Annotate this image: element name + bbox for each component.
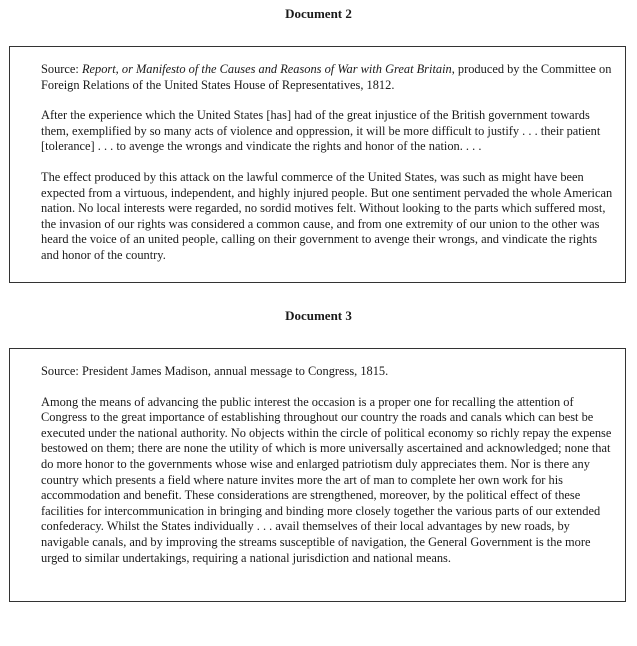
document-3-source: Source: President James Madison, annual message to Congress, 1815. <box>41 364 389 378</box>
document-3-paragraph-1: Among the means of advancing the public interest the occasion is a proper one for recalling the attention of Congress to the great importance of establishing throughout our country the roads and canals which can best be executed under the national authority. No objects within the circle of political economy so richly repay the expense bestowed on them; there are none the utility of which is more universally ascertained and acknowledged; none that do more honor to the governments whose wise and enlarged patriotism duly appreciates them. Nor is there any country which presents a field where nature invites more the art of man to complete her own work for his accommodation and benefit. These considerations are strengthened, moreover, by the political effect of these facilities for intercommunication in bringing and binding more closely together the various parts of our extended confederacy. Whilst the States individually . . . avail themselves of their local advantages by new roads, by navigable canals, and by improving the streams susceptible of navigation, the General Government is the more urged to similar undertakings, requiring a national jurisdiction and national means. <box>41 394 612 565</box>
document-2-paragraph-1: After the experience which the United States [has] had of the great injustice of the British government towards them, exemplified by so many acts of violence and oppression, it will be more difficult to justify . . . their patient [tolerance] . . . to avenge the wrongs and vindicate the rights and honor of the nation. . . . <box>41 108 601 154</box>
document-2-source-prefix: Source: <box>41 62 82 76</box>
document-3-box <box>9 348 626 602</box>
document-2-source-title: Report, or Manifesto of the Causes and Reasons of War with Great Britain <box>81 62 452 76</box>
document-2-title: Document 2 <box>285 6 352 21</box>
document-3-title: Document 3 <box>285 308 352 323</box>
document-2-box <box>9 46 626 283</box>
document-2-source <box>41 62 617 93</box>
document-2-paragraph-2: The effect produced by this attack on the lawful commerce of the United States, was such as might have been expected from a virtuous, independent, and highly injured people. But one sentiment pervaded the whole American nation. No local interests were regarded, no sordid motives felt. Without looking to the parts which suffered most, the invasion of our rights was considered a common cause, and from one extremity of our union to the other was heard the voice of an united people, calling on their government to avenge their wrongs, and vindicate the rights and honor of the country. <box>41 169 613 262</box>
document-2-source-suffix: , produced by the Committee on Foreign Relations of the United States House of Representatives, 1812. <box>41 62 612 92</box>
